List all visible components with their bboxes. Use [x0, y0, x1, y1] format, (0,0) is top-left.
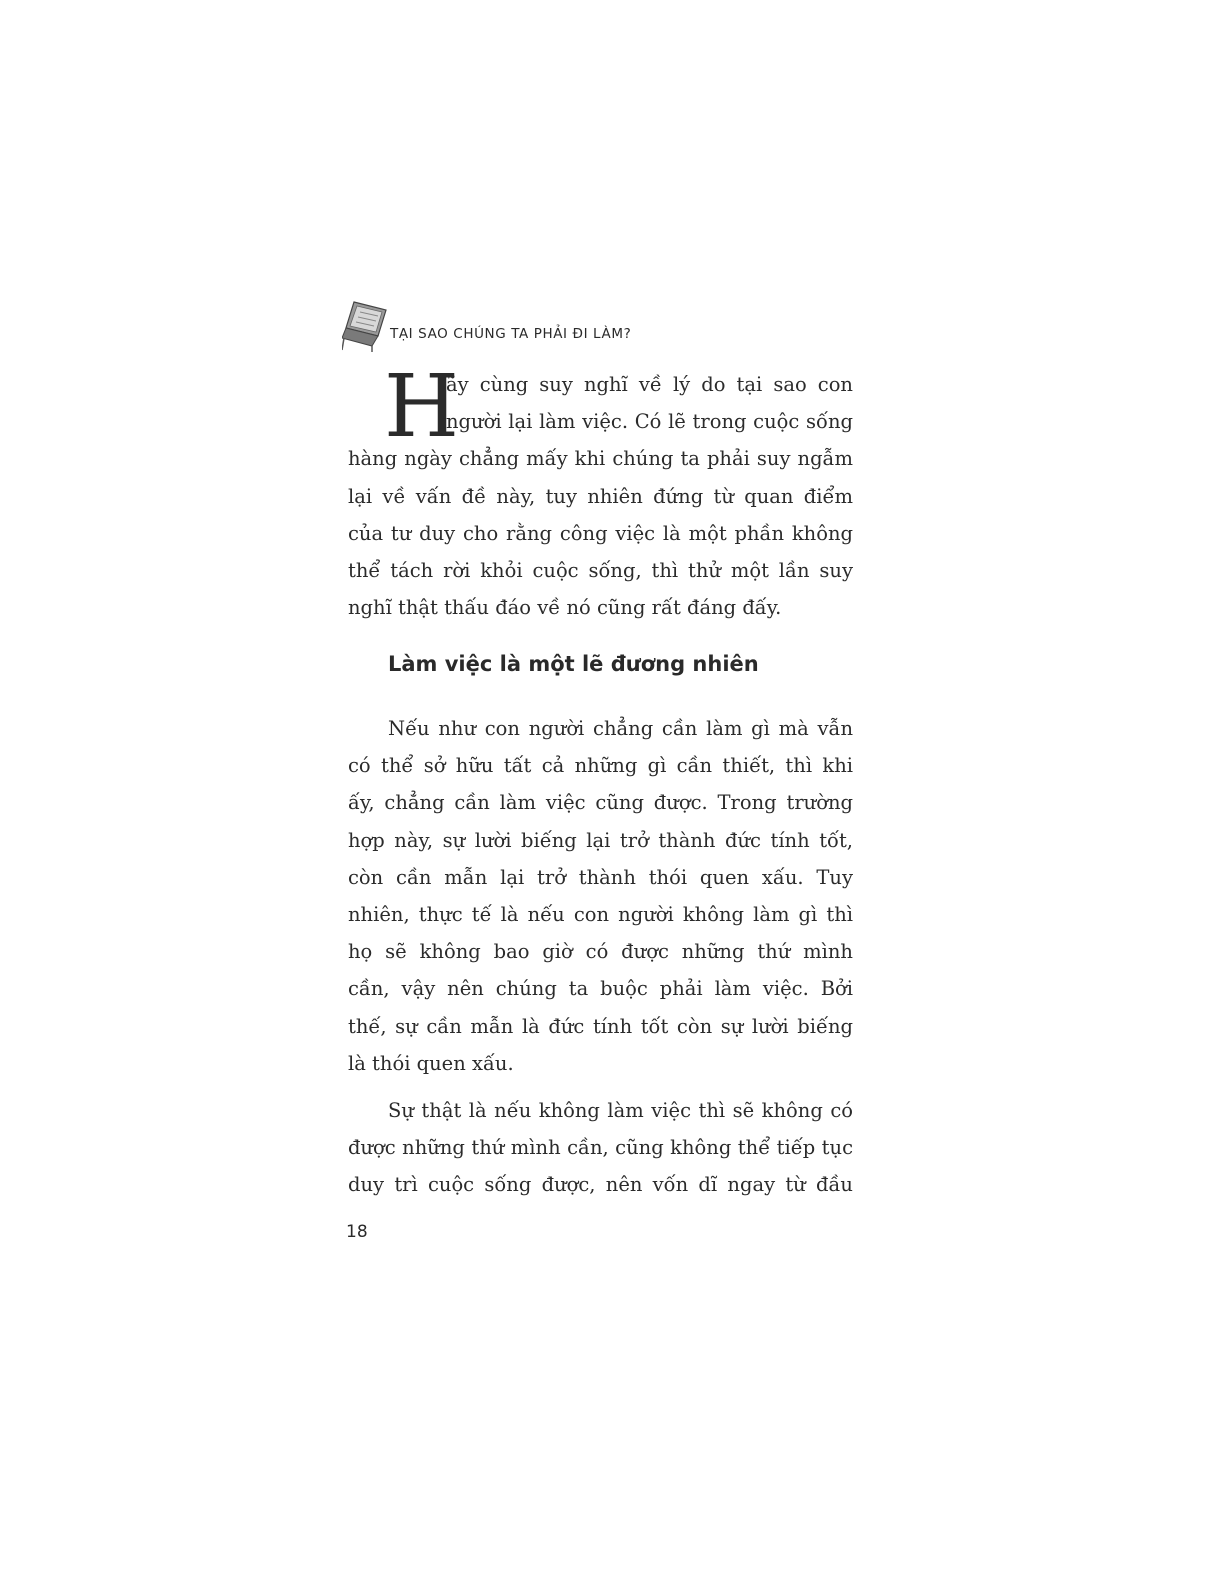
paragraph-1-cap-lines: [446, 366, 853, 440]
paragraph-1: [348, 440, 853, 626]
text-line: Sự thật là nếu không làm việc thì sẽ không có: [388, 1099, 853, 1122]
text-line: lại về vấn đề này, tuy nhiên đứng từ quan điểm: [348, 484, 853, 508]
text-line: Nếu như con người chẳng cần làm gì mà vẫn: [388, 717, 853, 740]
paragraph-3: [348, 1092, 853, 1204]
section-heading: Làm việc là một lẽ đương nhiên: [388, 652, 759, 676]
text-line: ấy, chẳng cần làm việc cũng được. Trong trường: [348, 791, 853, 815]
text-line: họ sẽ không bao giờ có được những thứ mình: [348, 940, 853, 964]
page-number: 18: [346, 1222, 368, 1242]
text-line: người lại làm việc. Có lẽ trong cuộc sống: [446, 410, 853, 434]
paragraph-2: [348, 710, 853, 1082]
text-line: nhiên, thực tế là nếu con người không làm gì thì: [348, 902, 853, 926]
drop-cap: H: [384, 357, 459, 457]
text-line: nghĩ thật thấu đáo về nó cũng rất đáng đấy.: [348, 596, 782, 620]
running-header-title: TẠI SAO CHÚNG TA PHẢI ĐI LÀM?: [390, 326, 632, 342]
text-line: có thể sở hữu tất cả những gì cần thiết, thì khi: [348, 754, 853, 778]
text-line: thể tách rời khỏi cuộc sống, thì thử một lần suy: [348, 558, 853, 582]
text-line: cần, vậy nên chúng ta buộc phải làm việc. Bởi: [348, 977, 853, 1001]
text-line: hợp này, sự lười biếng lại trở thành đức tính tốt,: [348, 828, 853, 852]
text-line: được những thứ mình cần, cũng không thể tiếp tục: [348, 1136, 853, 1160]
text-line: còn cần mẫn lại trở thành thói quen xấu. Tuy: [348, 865, 853, 889]
text-line: là thói quen xấu.: [348, 1051, 514, 1075]
laptop-icon: [342, 300, 390, 352]
text-line: thế, sự cần mẫn là đức tính tốt còn sự lười biếng: [348, 1014, 853, 1038]
text-line: ãy cùng suy nghĩ về lý do tại sao con: [446, 373, 853, 396]
running-header: [342, 300, 862, 356]
text-line: hàng ngày chẳng mấy khi chúng ta phải suy ngẫm: [348, 447, 853, 471]
text-line: duy trì cuộc sống được, nên vốn dĩ ngay từ đầu: [348, 1173, 853, 1197]
text-line: của tư duy cho rằng công việc là một phần không: [348, 521, 853, 545]
